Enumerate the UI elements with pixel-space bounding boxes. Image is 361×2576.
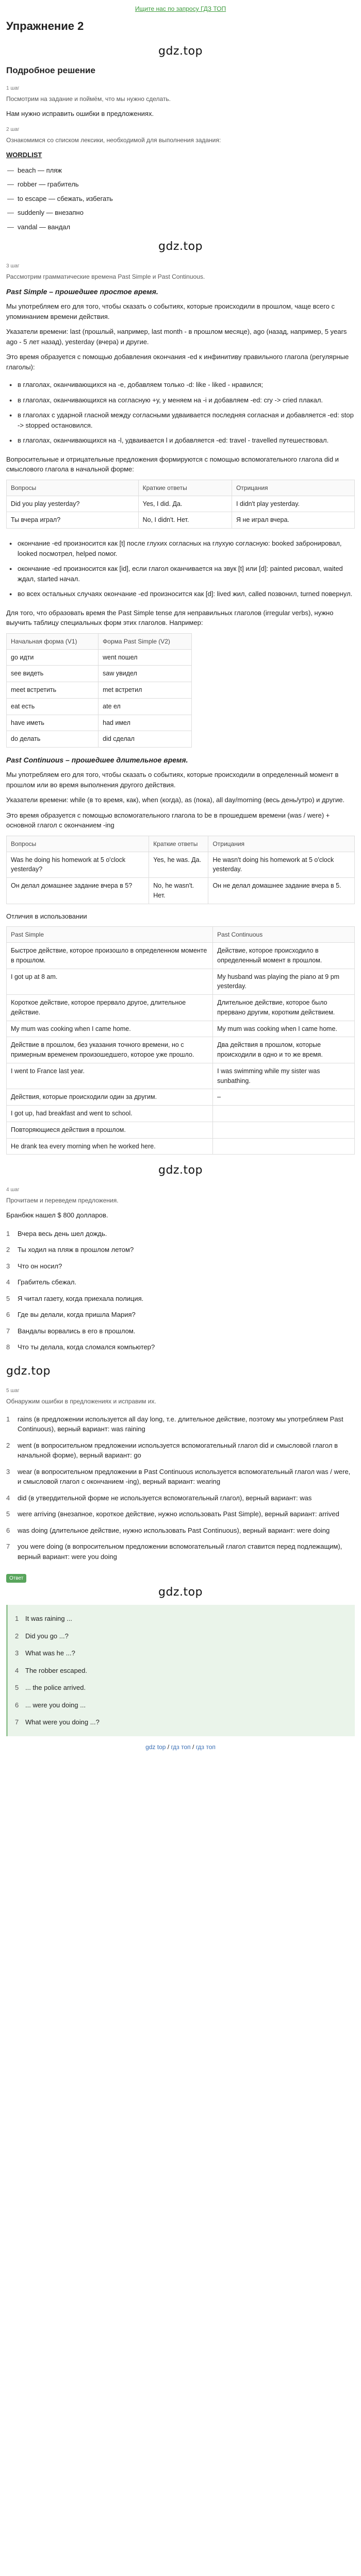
step-1-label: 1 шаг xyxy=(6,85,20,91)
list-item: 4 did (в утвердительной форме не используется вспомогательный глагол), верный вариант: was xyxy=(6,1494,312,1502)
paragraph: Это время образуется с помощью вспомогательного глагола to be в прошедшем времени (was / were) + основной глагол с окончанием -ing xyxy=(6,811,330,829)
table-cell: do делать xyxy=(7,731,99,748)
table-row xyxy=(7,649,192,666)
paragraph: Для того, что образовать время the Past Simple tense для неправильных глаголов (irregular verbs), нужно выучить таблицу специальных форм этих глаголов. Например: xyxy=(6,608,334,626)
watermark: gdz.top xyxy=(158,240,203,253)
list-item: 8 Что ты делала, когда сломался компьютер? xyxy=(6,1343,155,1351)
table-header: Past Continuous xyxy=(213,927,355,943)
paragraph: Мы употребляем его для того, чтобы сказать о событиях, которые происходили в определенный момент в прошлом или во время выполнения другого действия. xyxy=(6,771,339,789)
step-5-label: 5 шаг xyxy=(6,1387,20,1394)
paragraph: Указатели времени: last (прошлый, например, last month - в прошлом месяце), ago (назад, например, 5 years ago - 5 лет назад), yesterday (вчера) и другие. xyxy=(6,328,347,346)
table-header: Начальная форма (V1) xyxy=(7,633,99,649)
list-item: 1 rains (в предложении используется all day long, т.е. длительное действие, поэтому мы употребляем Past Continuous), верный вариант: was raining xyxy=(6,1415,343,1433)
table-cell: My mum was cooking when I came home. xyxy=(213,1021,355,1037)
watermark: gdz.top xyxy=(158,1164,203,1177)
wordlist-label: WORDLIST xyxy=(6,151,42,159)
table-header: Отрицания xyxy=(208,836,355,852)
table-cell: My mum was cooking when I came home. xyxy=(7,1021,213,1037)
table-cell: I got up, had breakfast and went to school. xyxy=(7,1106,213,1122)
paragraph: Указатели времени: while (в то время, как), when (когда), as (пока), all day/morning (весь день/утро) и другие. xyxy=(6,796,345,804)
list-item: — vandal — вандал xyxy=(6,220,355,234)
step-2-desc: Ознакомимся со списком лексики, необходимой для выполнения задания: xyxy=(6,137,221,144)
table-cell xyxy=(213,1138,355,1155)
list-item: 7 Вандалы ворвались в его в прошлом. xyxy=(6,1327,136,1335)
answer-item: 7 What were you doing ...? xyxy=(15,1718,100,1726)
table-row xyxy=(7,1037,355,1063)
list-item: ● в глаголах, оканчивающихся на согласную +у, у меняем на -i и добавляем -ed: cry -> cried плакал. xyxy=(6,393,355,408)
table-cell xyxy=(213,1122,355,1138)
table-cell: Действие, которое происходило в определенный момент в прошлом. xyxy=(213,943,355,969)
answer-item: 2 Did you go ...? xyxy=(15,1632,69,1640)
table-row xyxy=(7,878,355,904)
table-row xyxy=(7,1138,355,1155)
table-cell: Длительное действие, которое было прервано другим, коротким действием. xyxy=(213,995,355,1021)
table-cell: He drank tea every morning when he worked here. xyxy=(7,1138,213,1155)
table-cell: ate ел xyxy=(99,698,192,715)
table-row xyxy=(7,731,192,748)
table-cell: My husband was playing the piano at 9 pm yesterday. xyxy=(213,969,355,995)
list-item: ● окончание -ed произносится как [t] после глухих согласных на глухую согласную: booked забронировал, looked посмотрел, helped помог. xyxy=(6,536,355,561)
table-row xyxy=(7,852,355,878)
table-cell: eat есть xyxy=(7,698,99,715)
table-header: Краткие ответы xyxy=(149,836,208,852)
table-row xyxy=(7,1122,355,1138)
answer-tag: Ответ xyxy=(6,1574,26,1583)
table-cell: Повторяющиеся действия в прошлом. xyxy=(7,1122,213,1138)
list-item: 6 Где вы делали, когда пришла Мария? xyxy=(6,1311,136,1319)
table-header: Past Simple xyxy=(7,927,213,943)
step-1-text: Нам нужно исправить ошибки в предложениях. xyxy=(6,109,154,117)
table-header: Отрицания xyxy=(232,480,354,496)
list-item: 2 Ты ходил на пляж в прошлом летом? xyxy=(6,1246,134,1254)
list-item: — robber — грабитель xyxy=(6,177,355,192)
step-4-desc: Прочитаем и переведем предложения. xyxy=(6,1197,119,1205)
bottom-link[interactable]: гдз топ xyxy=(195,1743,216,1751)
table-header: Вопросы xyxy=(7,480,139,496)
table-row xyxy=(7,1021,355,1037)
answer-item: 1 It was raining ... xyxy=(15,1615,73,1623)
paragraph: Мы употребляем его для того, чтобы сказать о событиях, которые происходили в прошлом, чаще всего с упоминанием времени действия. xyxy=(6,302,335,320)
table-cell: met встретил xyxy=(99,682,192,699)
list-item: — to escape — сбежать, избегать xyxy=(6,192,355,206)
pronunciation-rules xyxy=(6,536,355,602)
table-cell: I went to France last year. xyxy=(7,1063,213,1089)
table-cell: Я не играл вчера. xyxy=(232,512,354,529)
table-row xyxy=(7,943,355,969)
table-cell: Короткое действие, которое прервало другое, длительное действие. xyxy=(7,995,213,1021)
table-cell: He wasn't doing his homework at 5 o'clock yesterday. xyxy=(208,852,355,878)
answer-item: 4 The robber escaped. xyxy=(15,1666,87,1674)
past-simple-title: Past Simple – прошедшее простое время. xyxy=(6,287,158,296)
table-cell xyxy=(213,1106,355,1122)
list-item: 5 were arriving (внезапное, короткое действие, нужно использовать Past Simple), верный вариант: arrived xyxy=(6,1510,339,1518)
differences-table xyxy=(6,926,355,1155)
step-3-label: 3 шаг xyxy=(6,263,20,269)
answer-item: 3 What was he ...? xyxy=(15,1649,75,1657)
answer-box xyxy=(6,1605,355,1736)
list-item: 1 Вчера весь день шел дождь. xyxy=(6,1229,107,1238)
list-item: 7 you were doing (в вопросительном предложении вспомогательный глагол ставится перед подлежащим), верный вариант: were you doing xyxy=(6,1543,342,1561)
list-item: ● в глаголах с ударной гласной между согласными удваивается последняя согласная и добавляется -ed: stop -> stopped остановился. xyxy=(6,408,355,433)
spelling-rules xyxy=(6,377,355,448)
list-item: — suddenly — внезапно xyxy=(6,206,355,220)
irregular-verbs-table xyxy=(6,633,192,748)
list-item: ● в глаголах, оканчивающихся на -l, удваивается l и добавляется -ed: travel - travelled путешествовал. xyxy=(6,433,355,448)
table-cell: Действие в прошлом, без указания точного времени, но с примерным временем произошедшего, которое уже прошло. xyxy=(7,1037,213,1063)
table-row xyxy=(7,1063,355,1089)
list-item: ● во всех остальных случаях окончание -ed произносится как [d]: lived жил, called позвонил, turned повернул. xyxy=(6,586,355,602)
step-1-desc: Посмотрим на задание и поймём, что мы нужно сделать. xyxy=(6,95,171,103)
past-continuous-title: Past Continuous – прошедшее длительное время. xyxy=(6,756,188,764)
wordlist xyxy=(6,163,355,234)
step-4-label: 4 шаг xyxy=(6,1187,20,1193)
bottom-link[interactable]: gdz top xyxy=(145,1743,166,1751)
table-cell: Он делал домашнее задание вчера в 5? xyxy=(7,878,149,904)
step-5 xyxy=(6,1387,355,1565)
table-cell: Was he doing his homework at 5 o'clock yesterday? xyxy=(7,852,149,878)
table-cell: Ты вчера играл? xyxy=(7,512,139,529)
bottom-link[interactable]: гдз топ xyxy=(171,1743,191,1751)
step-2-label: 2 шаг xyxy=(6,127,20,132)
table-header: Форма Past Simple (V2) xyxy=(99,633,192,649)
answer-section xyxy=(6,1572,355,1736)
table-cell: went пошел xyxy=(99,649,192,666)
differences-title: Отличия в использовании xyxy=(6,912,87,920)
table-cell: I didn't play yesterday. xyxy=(232,496,354,512)
table-row xyxy=(7,496,355,512)
table-cell: have иметь xyxy=(7,715,99,731)
step-4 xyxy=(6,1186,355,1355)
table-cell: Действия, которые происходили один за другим. xyxy=(7,1089,213,1106)
list-item: — beach — пляж xyxy=(6,163,355,178)
page-title: Упражнение 2 xyxy=(6,20,84,32)
step-4-intro: Бранбюк нашел $ 800 долларов. xyxy=(6,1211,108,1219)
table-cell: meet встретить xyxy=(7,682,99,699)
step-2 xyxy=(6,126,355,234)
step-3-desc: Рассмотрим грамматические времена Past Simple и Past Continuous. xyxy=(6,273,205,280)
corrections-list xyxy=(6,1411,355,1565)
solution-heading: Подробное решение xyxy=(6,65,95,75)
paragraph: Это время образуется с помощью добавления окончания -ed к инфинитиву правильного глагола (регулярные глаголы): xyxy=(6,353,349,371)
list-item: 4 Грабитель сбежал. xyxy=(6,1278,77,1286)
table-cell: I got up at 8 am. xyxy=(7,969,213,995)
table-row xyxy=(7,698,192,715)
list-item: ● окончание -ed произносится как [id], если глагол оканчивается на звук [t] или [d]: painted рисовал, waited ждал, started начал. xyxy=(6,561,355,586)
table-cell: I was swimming while my sister was sunbathing. xyxy=(213,1063,355,1089)
answer-item: 6 ... were you doing ... xyxy=(15,1701,86,1709)
table-row xyxy=(7,995,355,1021)
table-cell: No, he wasn't. Нет. xyxy=(149,878,208,904)
step-5-desc: Обнаружим ошибки в предложениях и исправим их. xyxy=(6,1397,156,1405)
table-row xyxy=(7,512,355,529)
list-item: 3 Что он носил? xyxy=(6,1262,62,1270)
table-row xyxy=(7,969,355,995)
step-1 xyxy=(6,84,355,119)
past-simple-table xyxy=(6,480,355,529)
bottom-links: gdz top / гдз топ / гдз топ xyxy=(145,1743,216,1751)
paragraph: Вопросительные и отрицательные предложения формируются с помощью вспомогательного глагола did и смыслового глагола в начальной форме: xyxy=(6,455,339,473)
table-row xyxy=(7,666,192,682)
table-cell: Did you play yesterday? xyxy=(7,496,139,512)
table-row xyxy=(7,1106,355,1122)
table-cell: see видеть xyxy=(7,666,99,682)
list-item: ● в глаголах, оканчивающихся на -е, добавляем только -d: like - liked - нравился; xyxy=(6,377,355,393)
table-cell: Быстрое действие, которое произошло в определенном моменте в прошлом. xyxy=(7,943,213,969)
answer-item: 5 ... the police arrived. xyxy=(15,1684,86,1692)
table-cell: – xyxy=(213,1089,355,1106)
top-search-link[interactable]: Ищите нас по запросу ГДЗ ТОП xyxy=(135,5,226,12)
watermark: gdz.top xyxy=(158,1586,203,1599)
table-header: Вопросы xyxy=(7,836,149,852)
list-item: 5 Я читал газету, когда приехала полиция. xyxy=(6,1294,144,1302)
list-item: 6 was doing (длительное действие, нужно использовать Past Continuous), верный вариант: were doing xyxy=(6,1526,330,1534)
table-cell: Yes, I did. Да. xyxy=(138,496,232,512)
table-cell: go идти xyxy=(7,649,99,666)
table-cell: No, I didn't. Нет. xyxy=(138,512,232,529)
table-cell: did сделал xyxy=(99,731,192,748)
watermark: gdz.top xyxy=(6,1364,51,1378)
table-cell: Yes, he was. Да. xyxy=(149,852,208,878)
watermark: gdz.top xyxy=(158,45,203,58)
table-row xyxy=(7,1089,355,1106)
table-cell: had имел xyxy=(99,715,192,731)
past-continuous-table xyxy=(6,836,355,904)
list-item: 2 went (в вопросительном предложении используется вспомогательный глагол did и смысловой глагол в начальной форме), верный вариант: go xyxy=(6,1441,338,1460)
table-cell: saw увидел xyxy=(99,666,192,682)
step-3 xyxy=(6,262,355,1155)
table-row xyxy=(7,715,192,731)
translation-list xyxy=(6,1226,355,1355)
list-item: 3 wear (в вопросительном предложении в Past Continuous используется вспомогательный глагол was / were, и смысловой глагол с окончанием -ing), верный вариант: wearing xyxy=(6,1467,351,1486)
table-row xyxy=(7,682,192,699)
table-cell: Он не делал домашнее задание вчера в 5. xyxy=(208,878,355,904)
table-cell: Два действия в прошлом, которые происходили в одно и то же время. xyxy=(213,1037,355,1063)
table-header: Краткие ответы xyxy=(138,480,232,496)
